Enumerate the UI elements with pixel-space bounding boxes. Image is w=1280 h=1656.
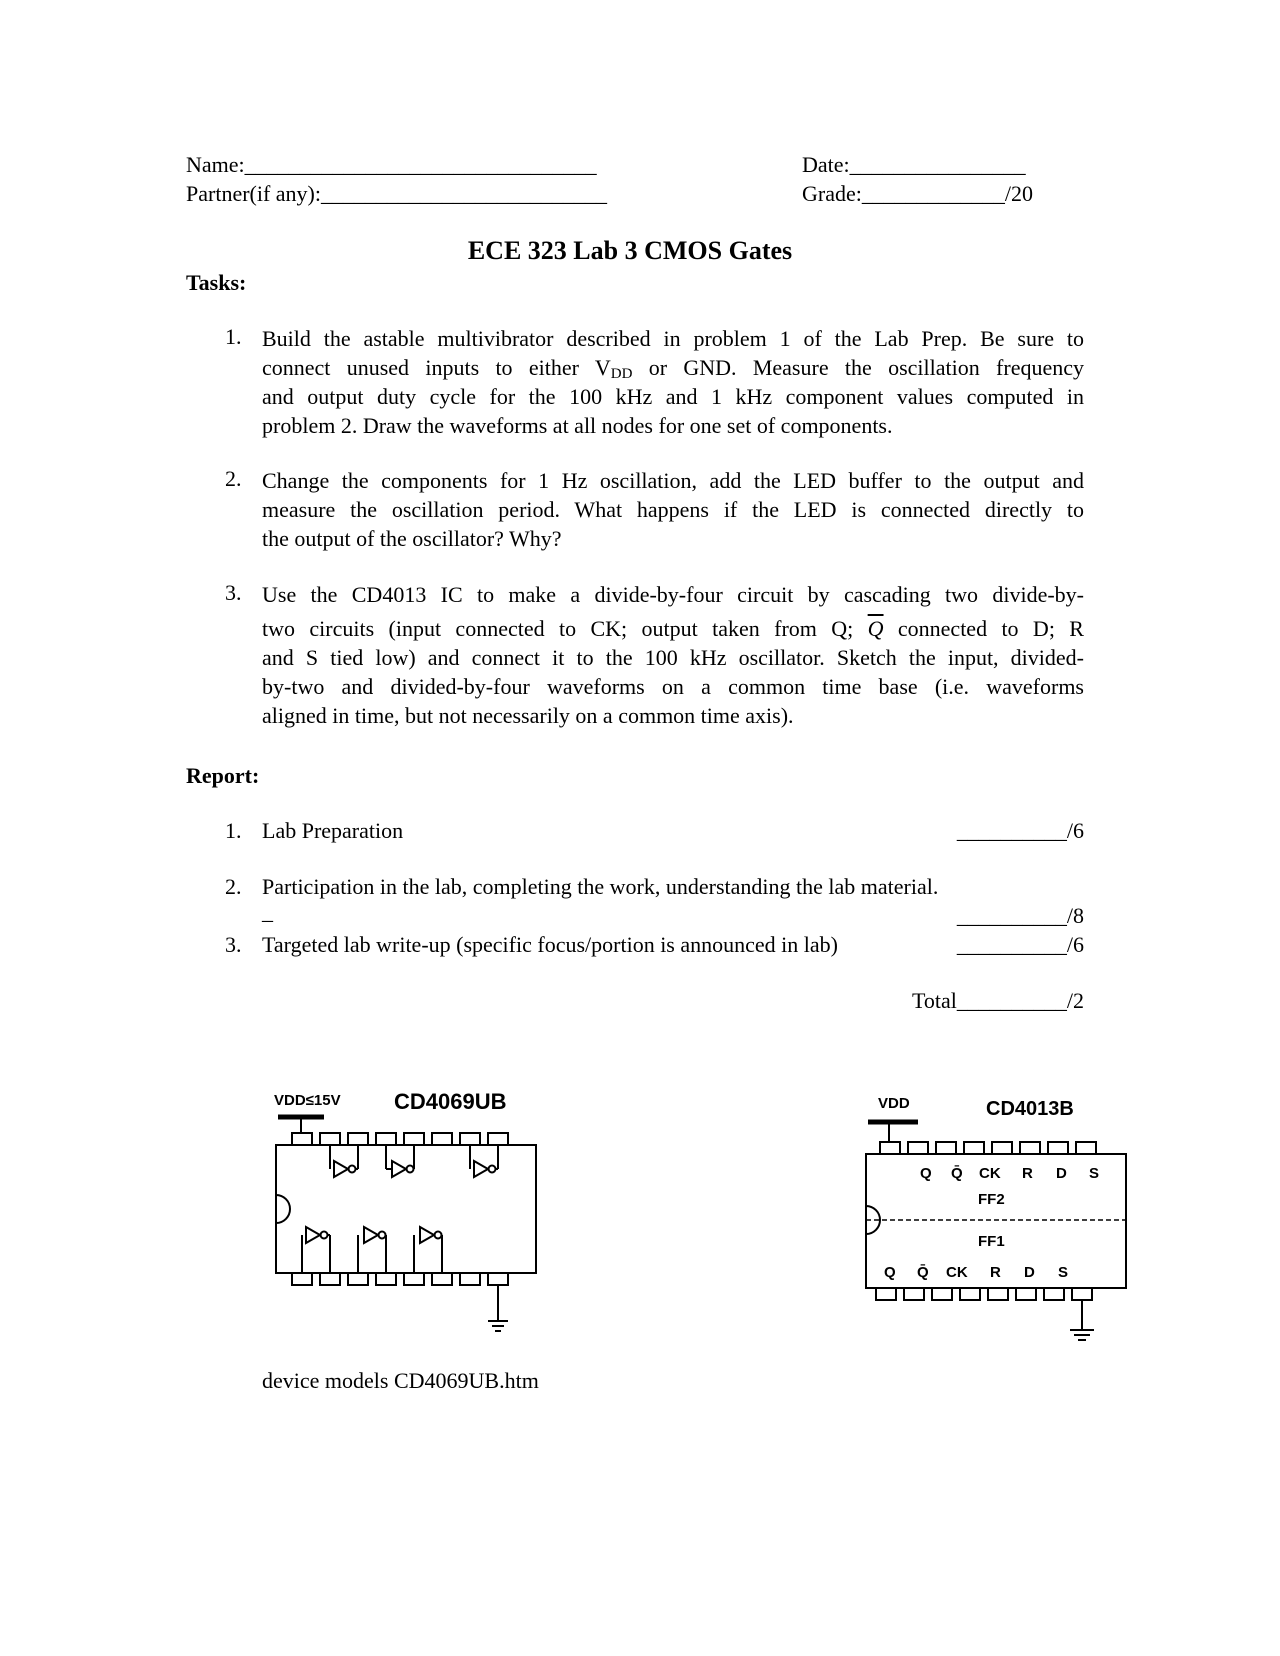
report-3-score: __________/6 — [956, 932, 1084, 957]
ff2-pin-r: R — [1022, 1165, 1033, 1182]
ff1-pin-d: D — [1024, 1264, 1035, 1281]
name-field: Name:________________________________ — [186, 152, 597, 177]
ff1-pin-s: S — [1058, 1264, 1069, 1281]
page-title: ECE 323 Lab 3 CMOS Gates — [467, 236, 793, 265]
task-1-line-1: Build the astable multivibrator described in problem 1 of the Lab Prep. Be sure to — [262, 326, 1084, 351]
left-chip-notch — [276, 1195, 290, 1223]
report-1-text: Lab Preparation — [262, 818, 404, 843]
report-1-score: __________/6 — [956, 818, 1084, 843]
right-top-pins — [880, 1142, 1096, 1154]
task-2-line-2: measure the oscillation period. What happens if the LED is connected directly to — [262, 497, 1084, 522]
inverter-icon — [330, 1145, 358, 1177]
inverter-icon — [302, 1227, 330, 1273]
report-3-number: 3. — [225, 932, 242, 957]
figure-caption: device models CD4069UB.htm — [262, 1368, 539, 1393]
task-1-line-2 — [262, 353, 1084, 382]
ff2-pin-ck: CK — [979, 1165, 1001, 1182]
task-1-text — [262, 324, 1084, 440]
report-2-extra: _ — [262, 899, 273, 924]
ff1-pin-r: R — [990, 1264, 1001, 1281]
ff1-pin-ck: CK — [946, 1264, 968, 1281]
ff2-pin-d: D — [1056, 1165, 1067, 1182]
partner-field: Partner(if any):__________________________ — [186, 181, 607, 206]
report-2-number: 2. — [225, 874, 242, 899]
ff2-pin-qbar: Q̄ — [951, 1165, 963, 1182]
task-3-text — [262, 580, 1084, 730]
task-1-line-4: problem 2. Draw the waveforms at all nodes for one set of components. — [262, 413, 893, 438]
ff2-pin-labels — [920, 1164, 1099, 1182]
ff2-pin-s: S — [1089, 1165, 1100, 1182]
task-3-line-1: Use the CD4013 IC to make a divide-by-four circuit by cascading two divide-by- — [262, 582, 1084, 607]
task-2-line-1: Change the components for 1 Hz oscillation, add the LED buffer to the output and — [262, 468, 1084, 493]
task-3-number: 3. — [225, 580, 242, 605]
task-2-text — [262, 466, 1084, 553]
report-total: Total__________/2 — [911, 988, 1084, 1013]
report-2-score: __________/8 — [956, 903, 1084, 928]
task-3-line-4: by-two and divided-by-four waveforms on a common time base (i.e. waveforms — [262, 674, 1084, 699]
task-3-line-2a: two circuits (input connected to CK; output taken from Q; — [262, 616, 868, 641]
left-supply-label: VDD≤15V — [274, 1092, 341, 1109]
left-bottom-pins — [292, 1273, 508, 1285]
task-1-line-2b: or GND. Measure the oscillation frequency — [632, 355, 1084, 380]
q-bar-symbol: $\overline{Q}$ — [867, 616, 884, 641]
report-1-number: 1. — [225, 818, 242, 843]
task-1-line-2a: connect unused inputs to either V — [262, 355, 611, 380]
left-chip-label: CD4069UB — [394, 1089, 507, 1114]
ff1-label: FF1 — [978, 1233, 1005, 1250]
right-bottom-pins — [876, 1288, 1092, 1300]
task-3-line-2b: connected to D; R — [883, 616, 1084, 641]
right-chip-label: CD4013B — [986, 1098, 1074, 1120]
cd4069ub-diagram — [272, 1085, 562, 1345]
vdd-subscript: DD — [610, 366, 633, 382]
cd4013b-diagram — [864, 1090, 1144, 1350]
ground-icon — [1070, 1300, 1094, 1340]
inverter-icon — [386, 1145, 414, 1177]
task-1-line-3: and output duty cycle for the 100 kHz and 1 kHz component values computed in — [262, 384, 1084, 409]
right-supply-label: VDD — [878, 1095, 910, 1112]
task-3-line-3: and S tied low) and connect it to the 100 kHz oscillator. Sketch the input, divided- — [262, 645, 1084, 670]
ff1-pin-labels — [884, 1263, 1068, 1281]
ff1-pin-q: Q — [884, 1264, 896, 1281]
report-heading: Report: — [186, 763, 260, 788]
grade-field: Grade:_____________/20 — [802, 181, 1033, 206]
ff2-label: FF2 — [978, 1191, 1005, 1208]
task-1-number: 1. — [225, 324, 242, 349]
task-2-number: 2. — [225, 466, 242, 491]
task-2-line-3: the output of the oscillator? Why? — [262, 526, 562, 551]
left-top-pins — [292, 1133, 508, 1145]
inverter-icon — [470, 1145, 498, 1177]
tasks-heading: Tasks: — [186, 270, 247, 295]
report-2-text: Participation in the lab, completing the work, understanding the lab material. — [262, 874, 939, 899]
ground-icon — [488, 1285, 508, 1331]
inverter-icon — [358, 1227, 386, 1273]
task-3-line-5: aligned in time, but not necessarily on a common time axis). — [262, 703, 794, 728]
cd4069ub-svg — [272, 1085, 562, 1345]
report-3-text: Targeted lab write-up (specific focus/portion is announced in lab) — [262, 932, 838, 957]
ff2-pin-q: Q — [920, 1165, 932, 1182]
ff1-pin-qbar: Q̄ — [917, 1264, 929, 1281]
cd4013b-svg — [864, 1090, 1144, 1350]
inverter-icon — [414, 1227, 442, 1273]
date-field: Date:________________ — [802, 152, 1026, 177]
task-3-line-2 — [262, 614, 1084, 643]
